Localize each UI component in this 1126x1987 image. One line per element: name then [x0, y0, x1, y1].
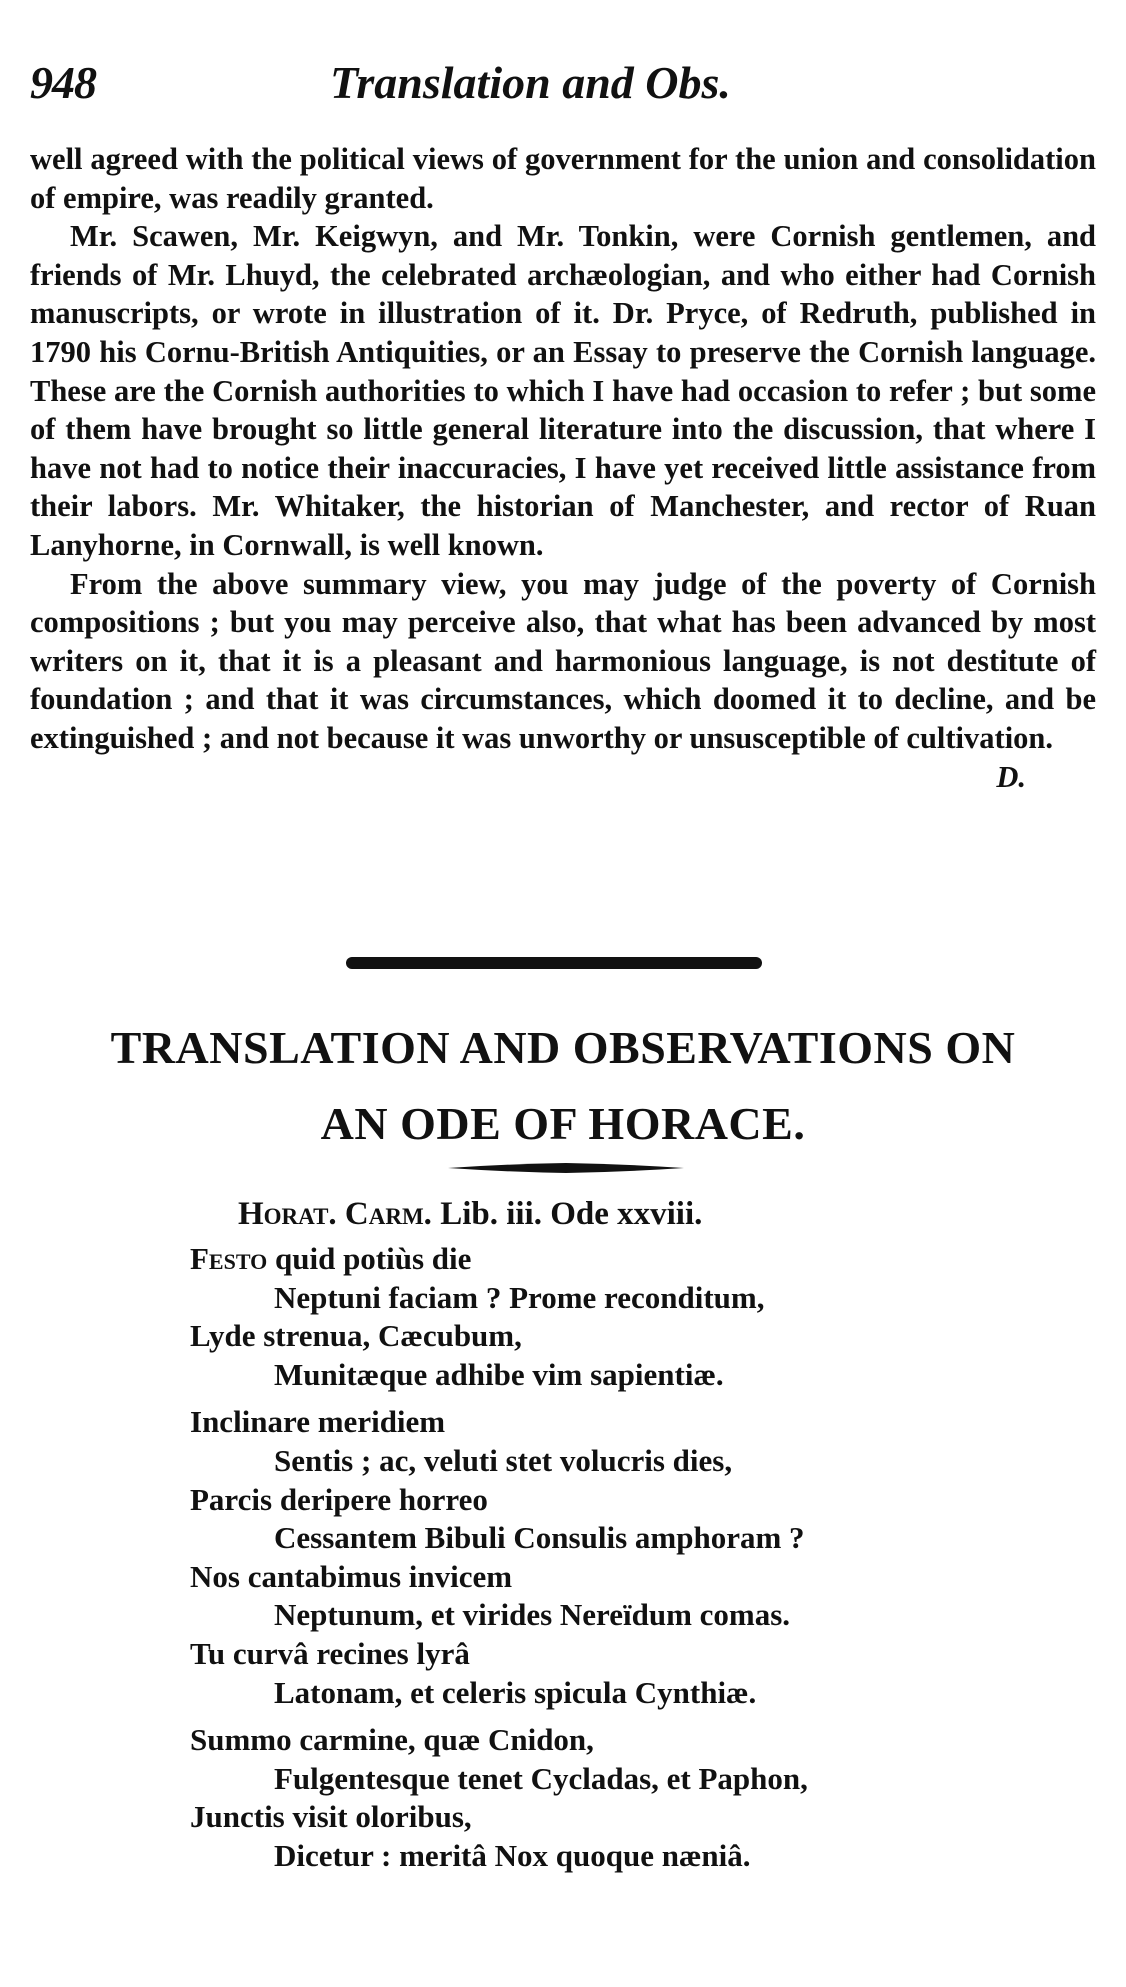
verse-line: Nos cantabimus invicem — [190, 1558, 513, 1594]
ode-source-reference — [238, 1196, 702, 1233]
verse-line-rest: quid potiùs die — [267, 1241, 472, 1276]
latin-ode — [190, 1240, 1070, 1885]
source-work: Carm. — [344, 1196, 432, 1232]
stanza-3 — [190, 1721, 1070, 1875]
paragraph-conclusion-text: From the above summary view, you may judge of the poverty of Cornish compositions ; but you may perceive also, that what has been advanced by most writers on it, that it is a pleasant and harmonious language, is not destitute of foundation ; and that it was circumstances, which doomed it to decline, and be extinguished ; and not because it was unworthy or unsusceptible of cultivation. — [30, 566, 1096, 755]
stanza-2 — [190, 1403, 1070, 1712]
paragraph-authorities: Mr. Scawen, Mr. Keigwyn, and Mr. Tonkin, were Cornish gentlemen, and friends of Mr. Lhuyd, the celebrated archæologian, and who either had Cornish manuscripts, or wrote in illustration of it. Dr. Pryce, of Redruth, published in 1790 his Cornu-British Antiquities, or an Essay to preserve the Cornish language. These are the Cornish authorities to which I have had occasion to refer ; but some of them have brought so little general literature into the discussion, that where I have not had to notice their inaccuracies, I have yet received little assistance from their labors. Mr. Whitaker, the historian of Manchester, and rector of Ruan Lanyhorne, in Cornwall, is well known. — [30, 219, 1096, 562]
page-number: 948 — [30, 57, 96, 108]
paragraph-conclusion — [30, 565, 1096, 794]
source-author: Horat. — [238, 1196, 337, 1232]
verse-line: Inclinare meridiem — [190, 1404, 446, 1440]
author-signature: D. — [996, 759, 1026, 794]
verse-line: Junctis visit oloribus, — [190, 1799, 472, 1835]
paragraph-continued: well agreed with the political views of government for the union and consolidation of empire, was readily granted. — [30, 142, 1096, 215]
article-title-line-2: AN ODE OF HORACE. — [320, 1098, 806, 1149]
verse-line: Cessantem Bibuli Consulis amphoram ? — [274, 1520, 805, 1556]
verse-line: Tu curvâ recines lyrâ — [190, 1635, 470, 1671]
verse-line — [190, 1240, 1070, 1279]
ornamental-rule — [448, 1163, 684, 1173]
verse-line: Summo carmine, quæ Cnidon, — [190, 1722, 594, 1758]
article-title-line-1: TRANSLATION AND OBSERVATIONS ON — [110, 1022, 1016, 1073]
verse-line: Lyde strenua, Cæcubum, — [190, 1318, 522, 1354]
source-book-ode: Lib. iii. Ode xxviii. — [440, 1196, 703, 1232]
verse-line: Latonam, et celeris spicula Cynthiæ. — [274, 1674, 757, 1710]
verse-initial-word: Festo — [190, 1241, 268, 1276]
verse-line: Fulgentesque tenet Cycladas, et Paphon, — [274, 1760, 808, 1796]
running-head — [30, 56, 1096, 116]
essay-text — [30, 140, 1096, 796]
verse-line: Dicetur : meritâ Nox quoque næniâ. — [274, 1837, 751, 1873]
article-title — [20, 1010, 1106, 1162]
verse-line: Sentis ; ac, veluti stet volucris dies, — [274, 1442, 733, 1478]
verse-line: Neptunum, et virides Nereïdum comas. — [274, 1597, 791, 1633]
stanza-1 — [190, 1240, 1070, 1394]
verse-line: Neptuni faciam ? Prome reconditum, — [274, 1279, 765, 1315]
section-divider-rule — [346, 957, 762, 969]
running-title: Translation and Obs. — [330, 57, 731, 108]
verse-line: Munitæque adhibe vim sapientiæ. — [274, 1356, 724, 1392]
verse-line: Parcis deripere horreo — [190, 1481, 488, 1517]
